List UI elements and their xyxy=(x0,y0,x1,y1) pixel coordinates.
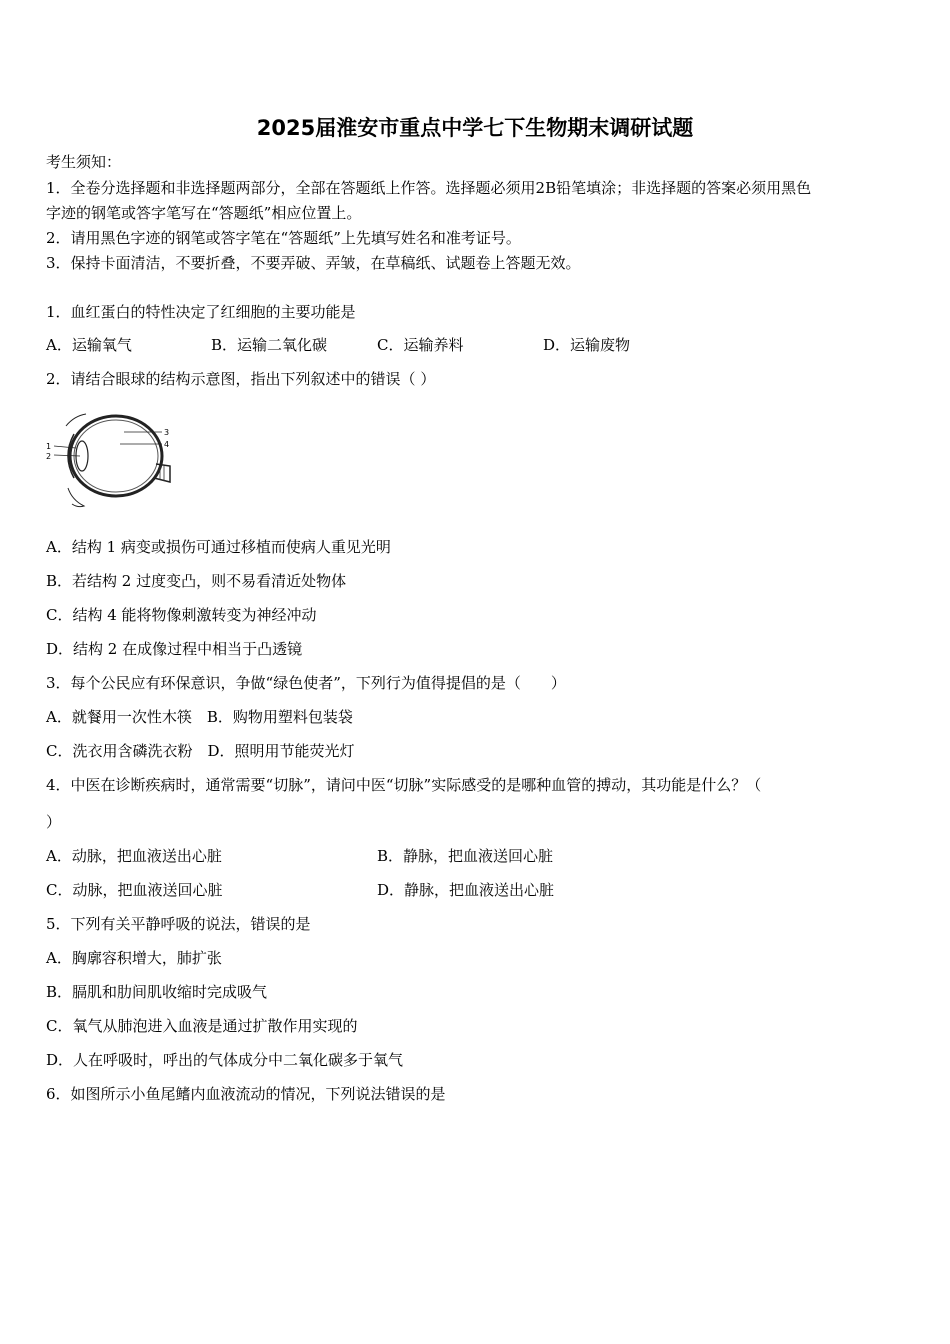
question-2-option-c: C．结构 4 能将物像刺激转变为神经冲动 xyxy=(46,606,317,624)
question-4-option-b: B．静脉，把血液送回心脏 xyxy=(377,847,554,865)
notice-item-1-line-1: 1．全卷分选择题和非选择题两部分，全部在答题纸上作答。选择题必须用2B铅笔填涂；非选择题的答案必须用黑色 xyxy=(46,179,812,197)
page-title: 2025届淮安市重点中学七下生物期末调研试题 xyxy=(256,116,694,140)
question-1-option-a: A．运输氧气 xyxy=(46,336,132,354)
question-2-option-d: D．结构 2 在成像过程中相当于凸透镜 xyxy=(46,640,303,658)
eyeball-diagram xyxy=(44,408,174,516)
question-4-stem-line-1: 4．中医在诊断疾病时，通常需要“切脉”，请问中医“切脉”实际感受的是哪种血管的搏动，其功能是什么？（ xyxy=(46,776,762,794)
question-1-stem: 1．血红蛋白的特性决定了红细胞的主要功能是 xyxy=(46,303,356,321)
question-5-stem: 5．下列有关平静呼吸的说法，错误的是 xyxy=(46,915,311,933)
question-5-option-a: A．胸廓容积增大，肺扩张 xyxy=(46,949,222,967)
question-2-option-b: B．若结构 2 过度变凸，则不易看清近处物体 xyxy=(46,572,347,590)
question-5-option-b: B．膈肌和肋间肌收缩时完成吸气 xyxy=(46,983,268,1001)
question-4-stem-line-2: ） xyxy=(46,813,62,831)
eye-label-2: 2 xyxy=(46,452,52,461)
question-5-option-d: D．人在呼吸时，呼出的气体成分中二氧化碳多于氧气 xyxy=(46,1051,404,1069)
question-2-option-a: A．结构 1 病变或损伤可通过移植而使病人重见光明 xyxy=(46,538,391,556)
question-3-stem: 3．每个公民应有环保意识，争做“绿色使者”，下列行为值得提倡的是（ ） xyxy=(46,674,566,692)
question-1-option-c: C．运输养料 xyxy=(377,336,464,354)
question-4-option-d: D．静脉，把血液送出心脏 xyxy=(377,881,555,899)
eye-label-1: 1 xyxy=(46,442,52,451)
notice-item-3: 3．保持卡面清洁，不要折叠，不要弄破、弄皱，在草稿纸、试题卷上答题无效。 xyxy=(46,254,581,272)
question-4-option-c: C．动脉，把血液送回心脏 xyxy=(46,881,223,899)
question-2-stem: 2．请结合眼球的结构示意图，指出下列叙述中的错误（ ） xyxy=(46,370,436,388)
question-5-option-c: C．氧气从肺泡进入血液是通过扩散作用实现的 xyxy=(46,1017,358,1035)
question-3-options-cd: C．洗衣用含磷洗衣粉 D．照明用节能荧光灯 xyxy=(46,742,355,760)
notice-item-2: 2．请用黑色字迹的钢笔或答字笔在“答题纸”上先填写姓名和准考证号。 xyxy=(46,229,521,247)
eye-label-3: 3 xyxy=(164,428,170,437)
notice-item-1-line-2: 字迹的钢笔或答字笔写在“答题纸”相应位置上。 xyxy=(46,204,362,222)
question-1-option-d: D．运输废物 xyxy=(543,336,631,354)
eye-label-4: 4 xyxy=(164,440,170,449)
notice-heading: 考生须知： xyxy=(46,153,122,171)
question-4-option-a: A．动脉，把血液送出心脏 xyxy=(46,847,222,865)
question-6-stem: 6．如图所示小鱼尾鳍内血液流动的情况，下列说法错误的是 xyxy=(46,1085,446,1103)
question-1-option-b: B．运输二氧化碳 xyxy=(211,336,328,354)
question-3-options-ab: A．就餐用一次性木筷 B．购物用塑料包装袋 xyxy=(46,708,353,726)
